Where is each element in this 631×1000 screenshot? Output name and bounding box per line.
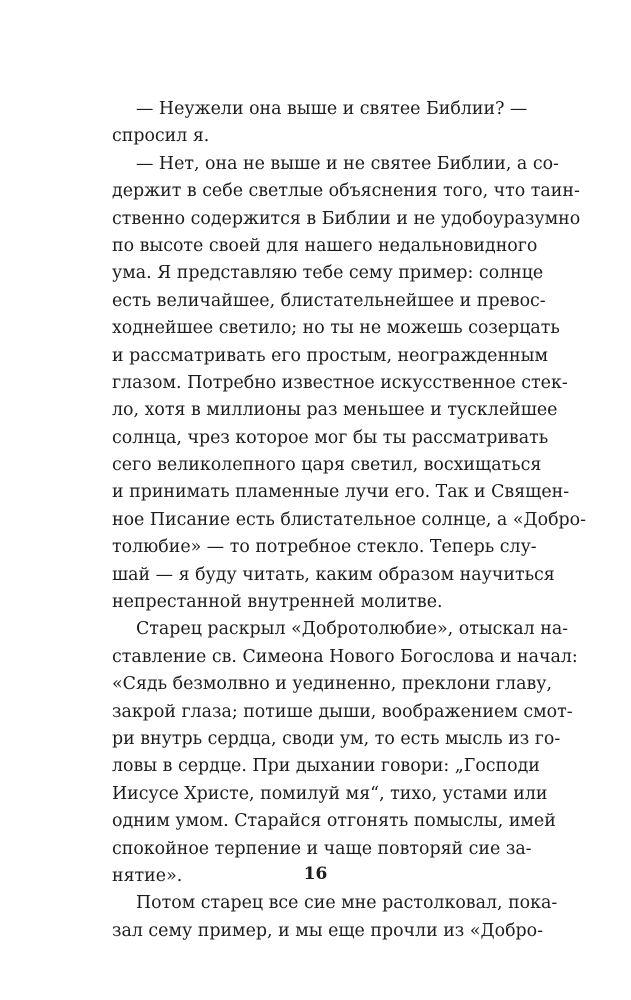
text-line: ственно содержится в Библии и не удобоуразумно [112, 208, 581, 229]
text-line: глазом. Потребно известное искусственное стек- [112, 372, 568, 393]
text-line: солнца, чрез которое мог бы ты рассматривать [112, 427, 549, 448]
text-line: ное Писание есть блистательное солнце, а «Добро- [112, 509, 587, 530]
text-line: непрестанной внутренней молитве. [112, 592, 443, 613]
text-line: — Неужели она выше и святее Библии? — [136, 99, 528, 119]
text-line: шай — я буду читать, каким образом научиться [112, 564, 555, 585]
text-line: «Сядь безмолвно и уединенно, преклони главу, [112, 674, 553, 695]
text-line: закрой глаза; потише дыши, воображением смот- [112, 701, 573, 722]
page-number: 16 [303, 864, 328, 884]
text-line: Старец раскрыл «Добротолюбие», отыскал на- [136, 619, 569, 640]
text-line: по высоте своей для нашего недальновидного [112, 235, 538, 256]
text-line: есть величайшее, блистательнейшее и превос- [112, 290, 546, 311]
text-line: ума. Я представляю тебе сему пример: солнце [112, 263, 544, 284]
body-text [112, 96, 587, 945]
text-line: — Нет, она не выше и не святее Библии, а со- [136, 153, 559, 174]
text-line: ри внутрь сердца, своди ум, то есть мысль из го- [112, 728, 561, 749]
text-line: нятие». [112, 865, 183, 886]
text-line: ло, хотя в миллионы раз меньшее и тусклейшее [112, 400, 558, 421]
text-line: и рассматривать его простым, неогражденным [112, 345, 549, 366]
text-line: ходнейшее светило; но ты не можешь созерцать [112, 318, 560, 339]
text-line: спросил я. [112, 126, 210, 147]
text-line: ставление св. Симеона Нового Богослова и начал: [112, 646, 578, 667]
text-line: зал сему пример, и мы еще прочли из «Добро- [112, 920, 544, 941]
text-line: держит в себе светлые объяснения того, что таин- [112, 181, 580, 202]
text-line: одним умом. Старайся отгонять помыслы, имей [112, 811, 556, 832]
text-line: Потом старец все сие мне растолковал, пока- [136, 893, 558, 914]
text-line: Иисусе Христе, помилуй мя“, тихо, устами или [112, 783, 548, 804]
text-line: ловы в сердце. При дыхании говори: „Господи [112, 756, 540, 777]
text-line: сего великолепного царя светил, восхищаться [112, 455, 542, 476]
text-line: спокойное терпение и чаще повторяй сие за- [112, 838, 532, 859]
text-line: и принимать пламенные лучи его. Так и Священ- [112, 482, 570, 503]
text-line: толюбие» — то потребное стекло. Теперь слу- [112, 537, 537, 558]
